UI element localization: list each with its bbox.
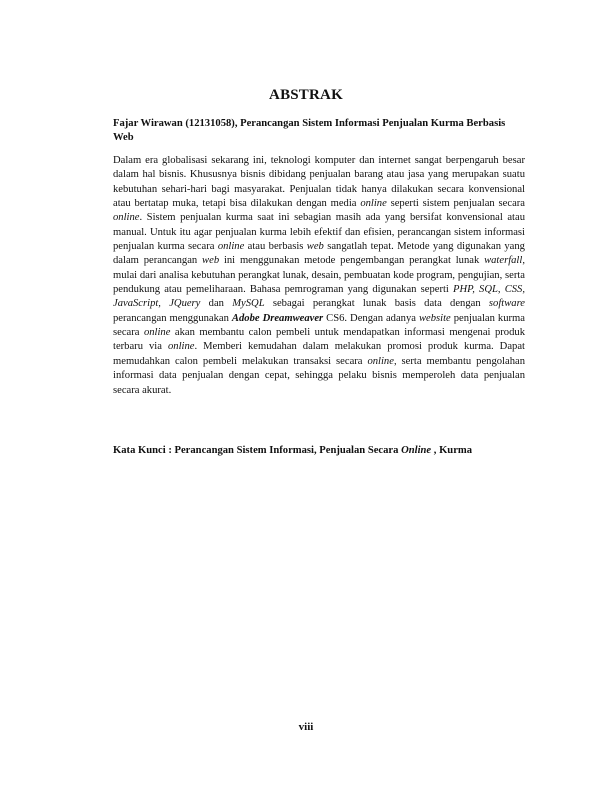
emphasis: online <box>217 241 245 253</box>
text-run: penjualan kurma secara <box>113 312 525 339</box>
author-line: Fajar Wirawan (12131058), Perancangan Sistem Informasi Penjualan Kurma Berbasis Web <box>113 118 506 143</box>
text-run: dan <box>200 298 233 310</box>
emphasis: Adobe Dreamweaver <box>231 312 324 324</box>
emphasis: waterfall <box>484 255 523 267</box>
keywords-lead: Kata Kunci : Perancangan Sistem Informasi, Penjualan Secara <box>113 445 402 456</box>
text-run: . Sistem penjualan kurma saat ini sebagian masih ada yang bersifat konvensional atau manual. Untuk itu agar penjualan kurma lebih efektif dan efisien, perancangan sistem informasi penjualan kurma secara <box>113 212 525 253</box>
keywords-emphasis: Online <box>401 445 432 456</box>
text-run: akan membantu calon pembeli untuk mendapatkan informasi mengenai produk terbaru via <box>113 327 525 353</box>
emphasis: web <box>202 255 220 267</box>
emphasis: web <box>306 241 324 253</box>
text-run: seperti sistem penjualan secara <box>386 198 526 210</box>
emphasis: PHP, SQL, CSS, JavaScript, JQuery <box>113 284 526 310</box>
keywords-line <box>113 444 525 458</box>
emphasis: online <box>367 355 394 367</box>
text-run: ini menggunakan metode pengembangan perangkat lunak <box>219 255 485 267</box>
text-run: sangatlah tepat. Metode yang digunakan yang dalam perancangan <box>113 241 525 267</box>
page-title: ABSTRAK <box>269 87 343 103</box>
text-run: sebagai perangkat lunak basis data dengan <box>264 298 489 310</box>
emphasis: MySQL <box>232 298 265 310</box>
emphasis: online <box>167 341 195 353</box>
emphasis: online <box>143 327 171 339</box>
emphasis: software <box>488 298 526 310</box>
emphasis: website <box>418 312 451 324</box>
text-run: , mulai dari analisa kebutuhan perangkat lunak, desain, pembuatan kode program, pengujian, serta pendukung atau pemeliharaan. Bahasa pemrograman yang digunakan seperti <box>113 255 525 296</box>
text-run: perancangan menggunakan <box>113 312 232 324</box>
page-number: viii <box>298 721 314 733</box>
text-run: atau berbasis <box>244 241 307 253</box>
text-run: Dalam era globalisasi sekarang ini, teknologi komputer dan internet sangat berpengaruh besar dalam hal bisnis. Khususnya bisnis dibidang penjualan barang atau jasa yang merupakan suatu kebutuhan sehari-hari bagi masyarakat. Penjualan tidak hanya dilakukan secara konvensional atau bertatap muka, tetapi bisa dilakukan dengan media <box>113 155 525 210</box>
emphasis: online <box>113 212 140 224</box>
text-run: , serta membantu pengolahan informasi data penjualan dengan cepat, sehingga pelaku bisnis memperoleh data penjualan secara akurat. <box>113 355 525 396</box>
emphasis: online <box>360 198 387 210</box>
text-run: . Memberi kemudahan dalam melakukan promosi produk kurma. Dapat memudahkan calon pembeli melakukan transaksi secara <box>113 341 525 367</box>
keywords-tail: , Kurma <box>431 445 473 456</box>
abstract-paragraph <box>113 154 525 398</box>
text-run: CS6. Dengan adanya <box>323 312 419 324</box>
